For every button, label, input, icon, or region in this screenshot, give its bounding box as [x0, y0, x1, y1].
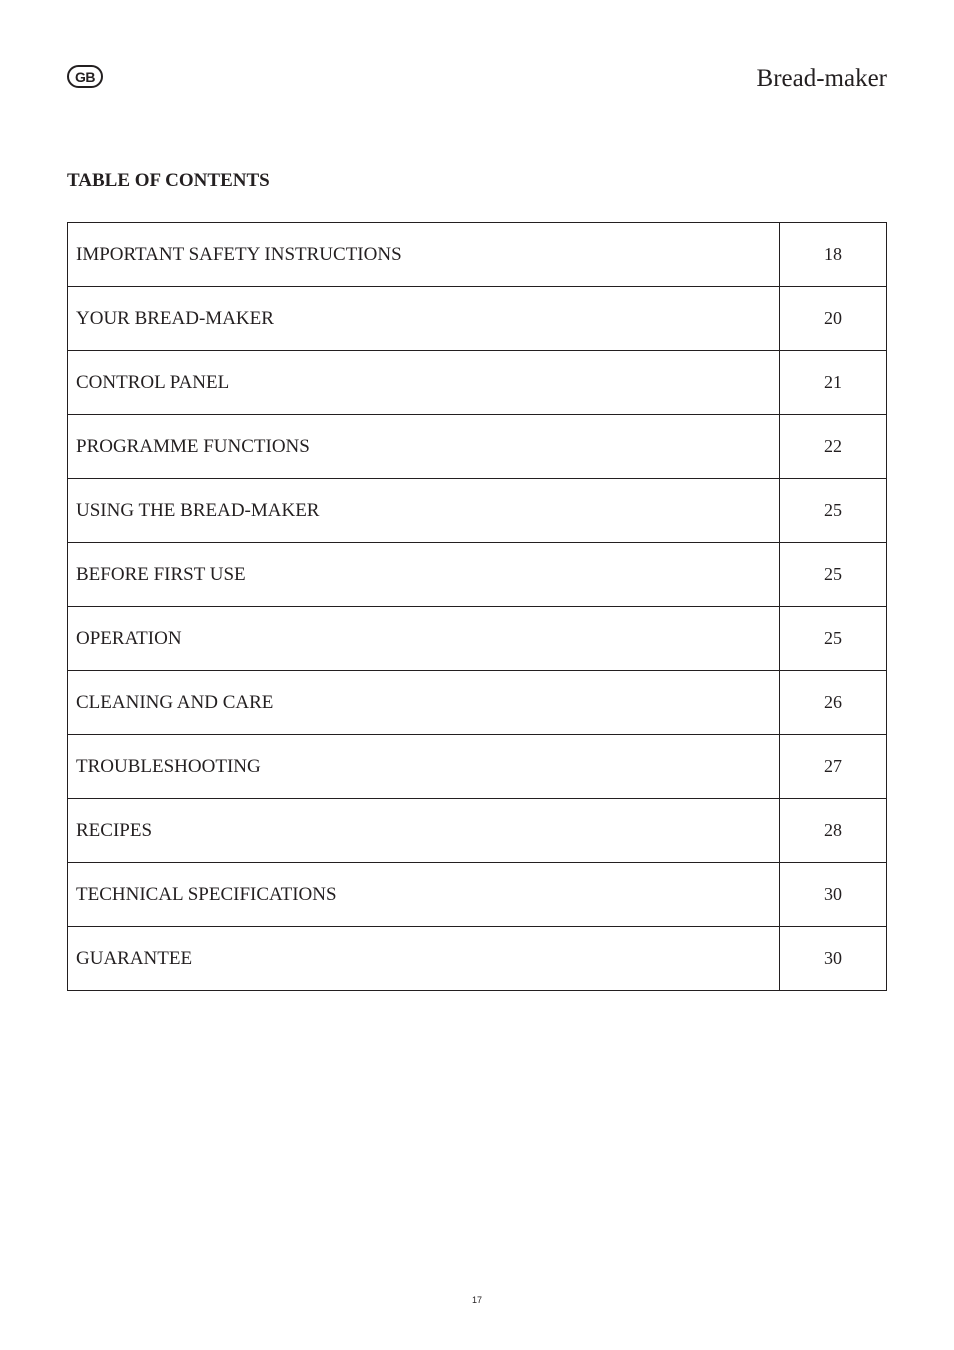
toc-entry-page[interactable]: 20	[780, 287, 887, 351]
toc-entry-title[interactable]: BEFORE FIRST USE	[68, 543, 780, 607]
toc-row[interactable]	[68, 607, 887, 671]
toc-entry-title[interactable]: GUARANTEE	[68, 927, 780, 991]
toc-table	[67, 222, 887, 991]
toc-entry-page[interactable]: 28	[780, 799, 887, 863]
toc-entry-title[interactable]: USING THE BREAD-MAKER	[68, 479, 780, 543]
toc-row[interactable]	[68, 863, 887, 927]
toc-entry-page[interactable]: 30	[780, 863, 887, 927]
toc-entry-title[interactable]: OPERATION	[68, 607, 780, 671]
toc-row[interactable]	[68, 351, 887, 415]
toc-entry-page[interactable]: 25	[780, 543, 887, 607]
toc-row[interactable]	[68, 415, 887, 479]
toc-row[interactable]	[68, 927, 887, 991]
document-title: Bread-maker	[756, 65, 887, 92]
toc-entry-title[interactable]: RECIPES	[68, 799, 780, 863]
toc-entry-title[interactable]: CLEANING AND CARE	[68, 671, 780, 735]
toc-entry-page[interactable]: 25	[780, 607, 887, 671]
toc-row[interactable]	[68, 799, 887, 863]
toc-entry-title[interactable]: IMPORTANT SAFETY INSTRUCTIONS	[68, 223, 780, 287]
toc-row[interactable]	[68, 543, 887, 607]
toc-entry-title[interactable]: CONTROL PANEL	[68, 351, 780, 415]
toc-heading: TABLE OF CONTENTS	[67, 170, 270, 191]
toc-entry-title[interactable]: TROUBLESHOOTING	[68, 735, 780, 799]
toc-entry-page[interactable]: 27	[780, 735, 887, 799]
toc-row[interactable]	[68, 735, 887, 799]
toc-row[interactable]	[68, 671, 887, 735]
toc-entry-page[interactable]: 30	[780, 927, 887, 991]
toc-entry-page[interactable]: 26	[780, 671, 887, 735]
toc-entry-page[interactable]: 25	[780, 479, 887, 543]
toc-row[interactable]	[68, 287, 887, 351]
toc-entry-title[interactable]: YOUR BREAD-MAKER	[68, 287, 780, 351]
toc-row[interactable]	[68, 223, 887, 287]
toc-entry-page[interactable]: 21	[780, 351, 887, 415]
page-number: 17	[471, 1295, 482, 1305]
toc-entry-title[interactable]: PROGRAMME FUNCTIONS	[68, 415, 780, 479]
toc-row[interactable]	[68, 479, 887, 543]
language-badge-label: GB	[75, 68, 95, 85]
toc-entry-page[interactable]: 18	[780, 223, 887, 287]
language-badge	[67, 65, 103, 88]
toc-entry-page[interactable]: 22	[780, 415, 887, 479]
toc-entry-title[interactable]: TECHNICAL SPECIFICATIONS	[68, 863, 780, 927]
